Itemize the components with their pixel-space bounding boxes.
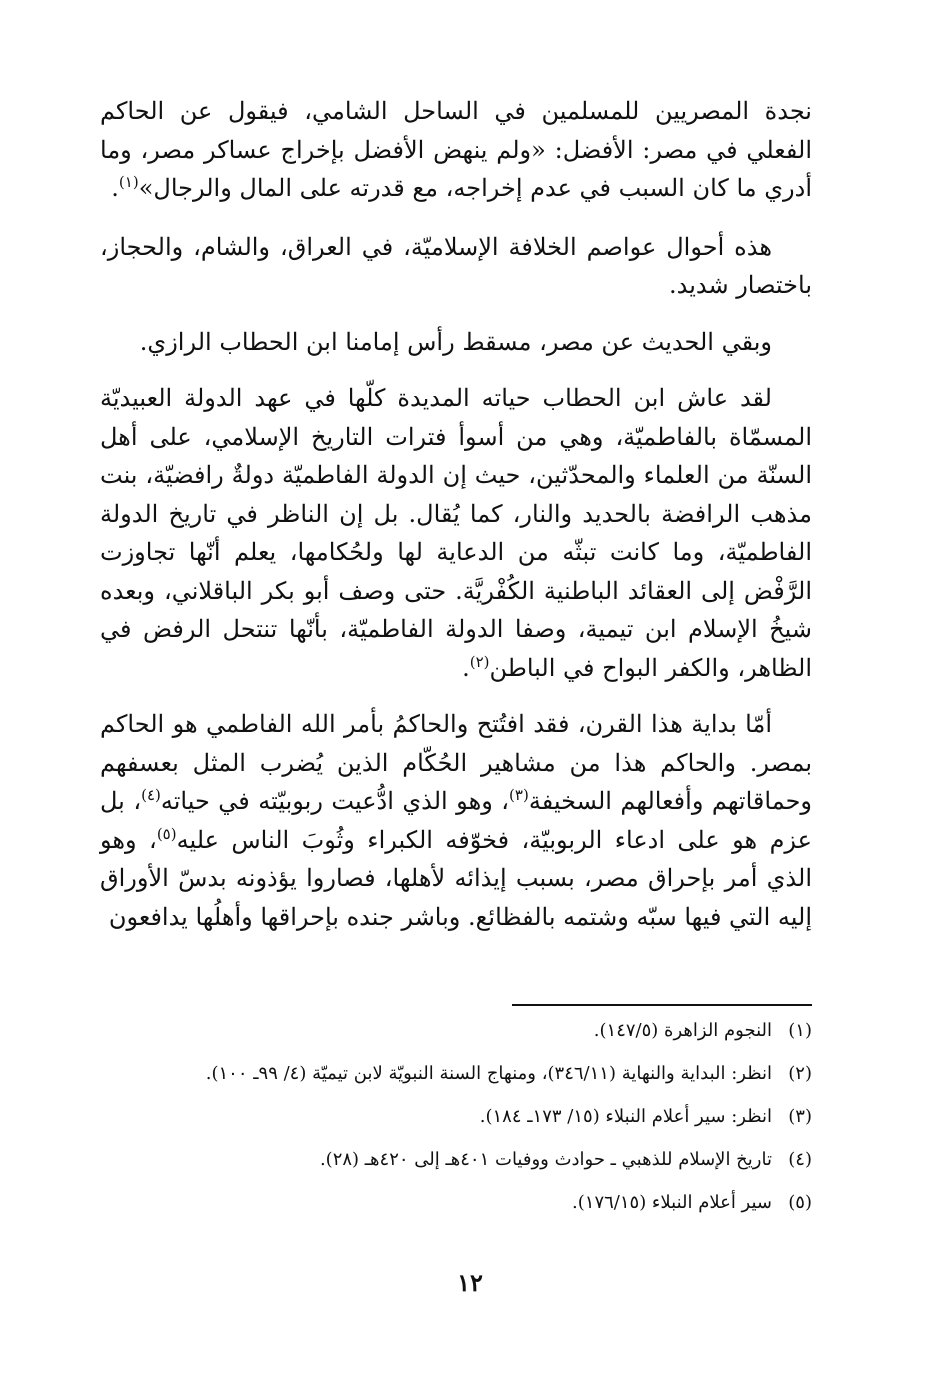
paragraph-3 (100, 323, 812, 362)
footnote-number: (١) (788, 1020, 812, 1041)
footnote-5 (100, 1188, 812, 1218)
paragraph-1-tail: . (111, 174, 119, 202)
footnote-number: (٤) (788, 1149, 812, 1170)
footnote-4 (100, 1145, 812, 1175)
note-ref-1[interactable]: (١) (118, 173, 139, 191)
paragraph-4 (100, 379, 812, 687)
paragraph-5-seg3: ، بل عزم هو على ادعاء الربوبيّة، فخوّفه الكبراء وثُوبَ الناس عليه (100, 787, 812, 854)
page-body (100, 92, 812, 954)
footnote-text: النجوم الزاهرة (١٤٧/٥). (593, 1020, 772, 1041)
footnote-1 (100, 1016, 812, 1046)
paragraph-2 (100, 228, 812, 305)
footnote-separator (512, 1004, 812, 1006)
note-ref-4[interactable]: (٤) (141, 786, 161, 804)
footnote-number: (٥) (788, 1192, 812, 1213)
paragraph-1-text: نجدة المصريين للمسلمين في الساحل الشامي، فيقول عن الحاكم الفعلي في مصر: الأفضل: «ولم ينهض الأفضل بإخراج عساكر مصر، وما أدري ما كان السبب في عدم إخراجه، مع قدرته على المال والرجال» (100, 97, 812, 202)
page-number: ١٢ (457, 1268, 483, 1297)
paragraph-2-text: هذه أحوال عواصم الخلافة الإسلاميّة، في العراق، والشام، والحجاز، باختصار شديد. (100, 232, 812, 299)
paragraph-4-tail: . (462, 653, 470, 682)
footnote-text: انظر: سير أعلام النبلاء (١٥/ ١٧٣ـ ١٨٤). (479, 1106, 772, 1127)
paragraph-5-seg1: أمّا بداية هذا القرن، فقد افتُتح والحاكمُ بأمر الله الفاطمي هو الحاكم بمصر. والحاكم هذا من مشاهير الحُكّام الذين يُضرب المثل بعسفهم وحماقاتهم وأفعالهم السخيفة (100, 710, 812, 815)
paragraph-5-seg2: ، وهو الذي ادُّعيت ربوبيّته في حياته (160, 787, 510, 815)
paragraph-5 (100, 705, 812, 936)
footnote-text: انظر: البداية والنهاية (٣٤٦/١١)، ومنهاج السنة النبويّة لابن تيميّة (٤/ ٩٩ـ ١٠٠). (205, 1063, 772, 1084)
paragraph-4-text: لقد عاش ابن الحطاب حياته المديدة كلّها في عهد الدولة العبيديّة المسمّاة بالفاطميّة، وهي من أسوأ فترات التاريخ الإسلامي، على أهل السنّة من العلماء والمحدّثين، حيث إن الدولة الفاطميّة دولةٌ رافضيّة، بنت مذهب الرافضة بالحديد والنار، كما يُقال. بل إن الناظر في تاريخ الدولة الفاطميّة، وما كانت تبثّه من الدعاية لها ولحُكامها، يعلم أنّها تجاوزت الرَّفْض إلى العقائد الباطنية الكُفْريَّة. حتى وصف أبو بكر الباقلاني، وبعده شيخُ الإسلام ابن تيمية، وصفا الدولة الفاطميّة، بأنّها تنتحل الرفض في الظاهر، والكفر البواح في الباطن (100, 384, 812, 682)
paragraph-3-text: وبقي الحديث عن مصر، مسقط رأس إمامنا ابن الحطاب الرازي. (139, 327, 772, 356)
footnote-2 (100, 1059, 812, 1089)
footnote-number: (٢) (788, 1063, 812, 1084)
footnote-number: (٣) (788, 1106, 812, 1127)
footnote-text: سير أعلام النبلاء (١٧٦/١٥). (572, 1192, 772, 1213)
footnotes (100, 1016, 812, 1231)
footnote-text: تاريخ الإسلام للذهبي ـ حوادث ووفيات ٤٠١هـ إلى ٤٢٠هـ (٢٨). (319, 1149, 772, 1170)
note-ref-3[interactable]: (٣) (509, 786, 529, 804)
note-ref-5[interactable]: (٥) (156, 824, 177, 843)
paragraph-1 (100, 92, 812, 208)
paragraph-5-seg4: ، وهو الذي أمر بإحراق مصر، بسبب إيذائه لأهلها، فصاروا يؤذونه بدسّ الأوراق إليه التي فيها سبّه وشتمه بالفظائع. وباشر جنده بإحراقها وأهلُها يدافعون (100, 825, 812, 931)
footnote-3 (100, 1102, 812, 1132)
note-ref-2[interactable]: (٢) (469, 652, 490, 671)
